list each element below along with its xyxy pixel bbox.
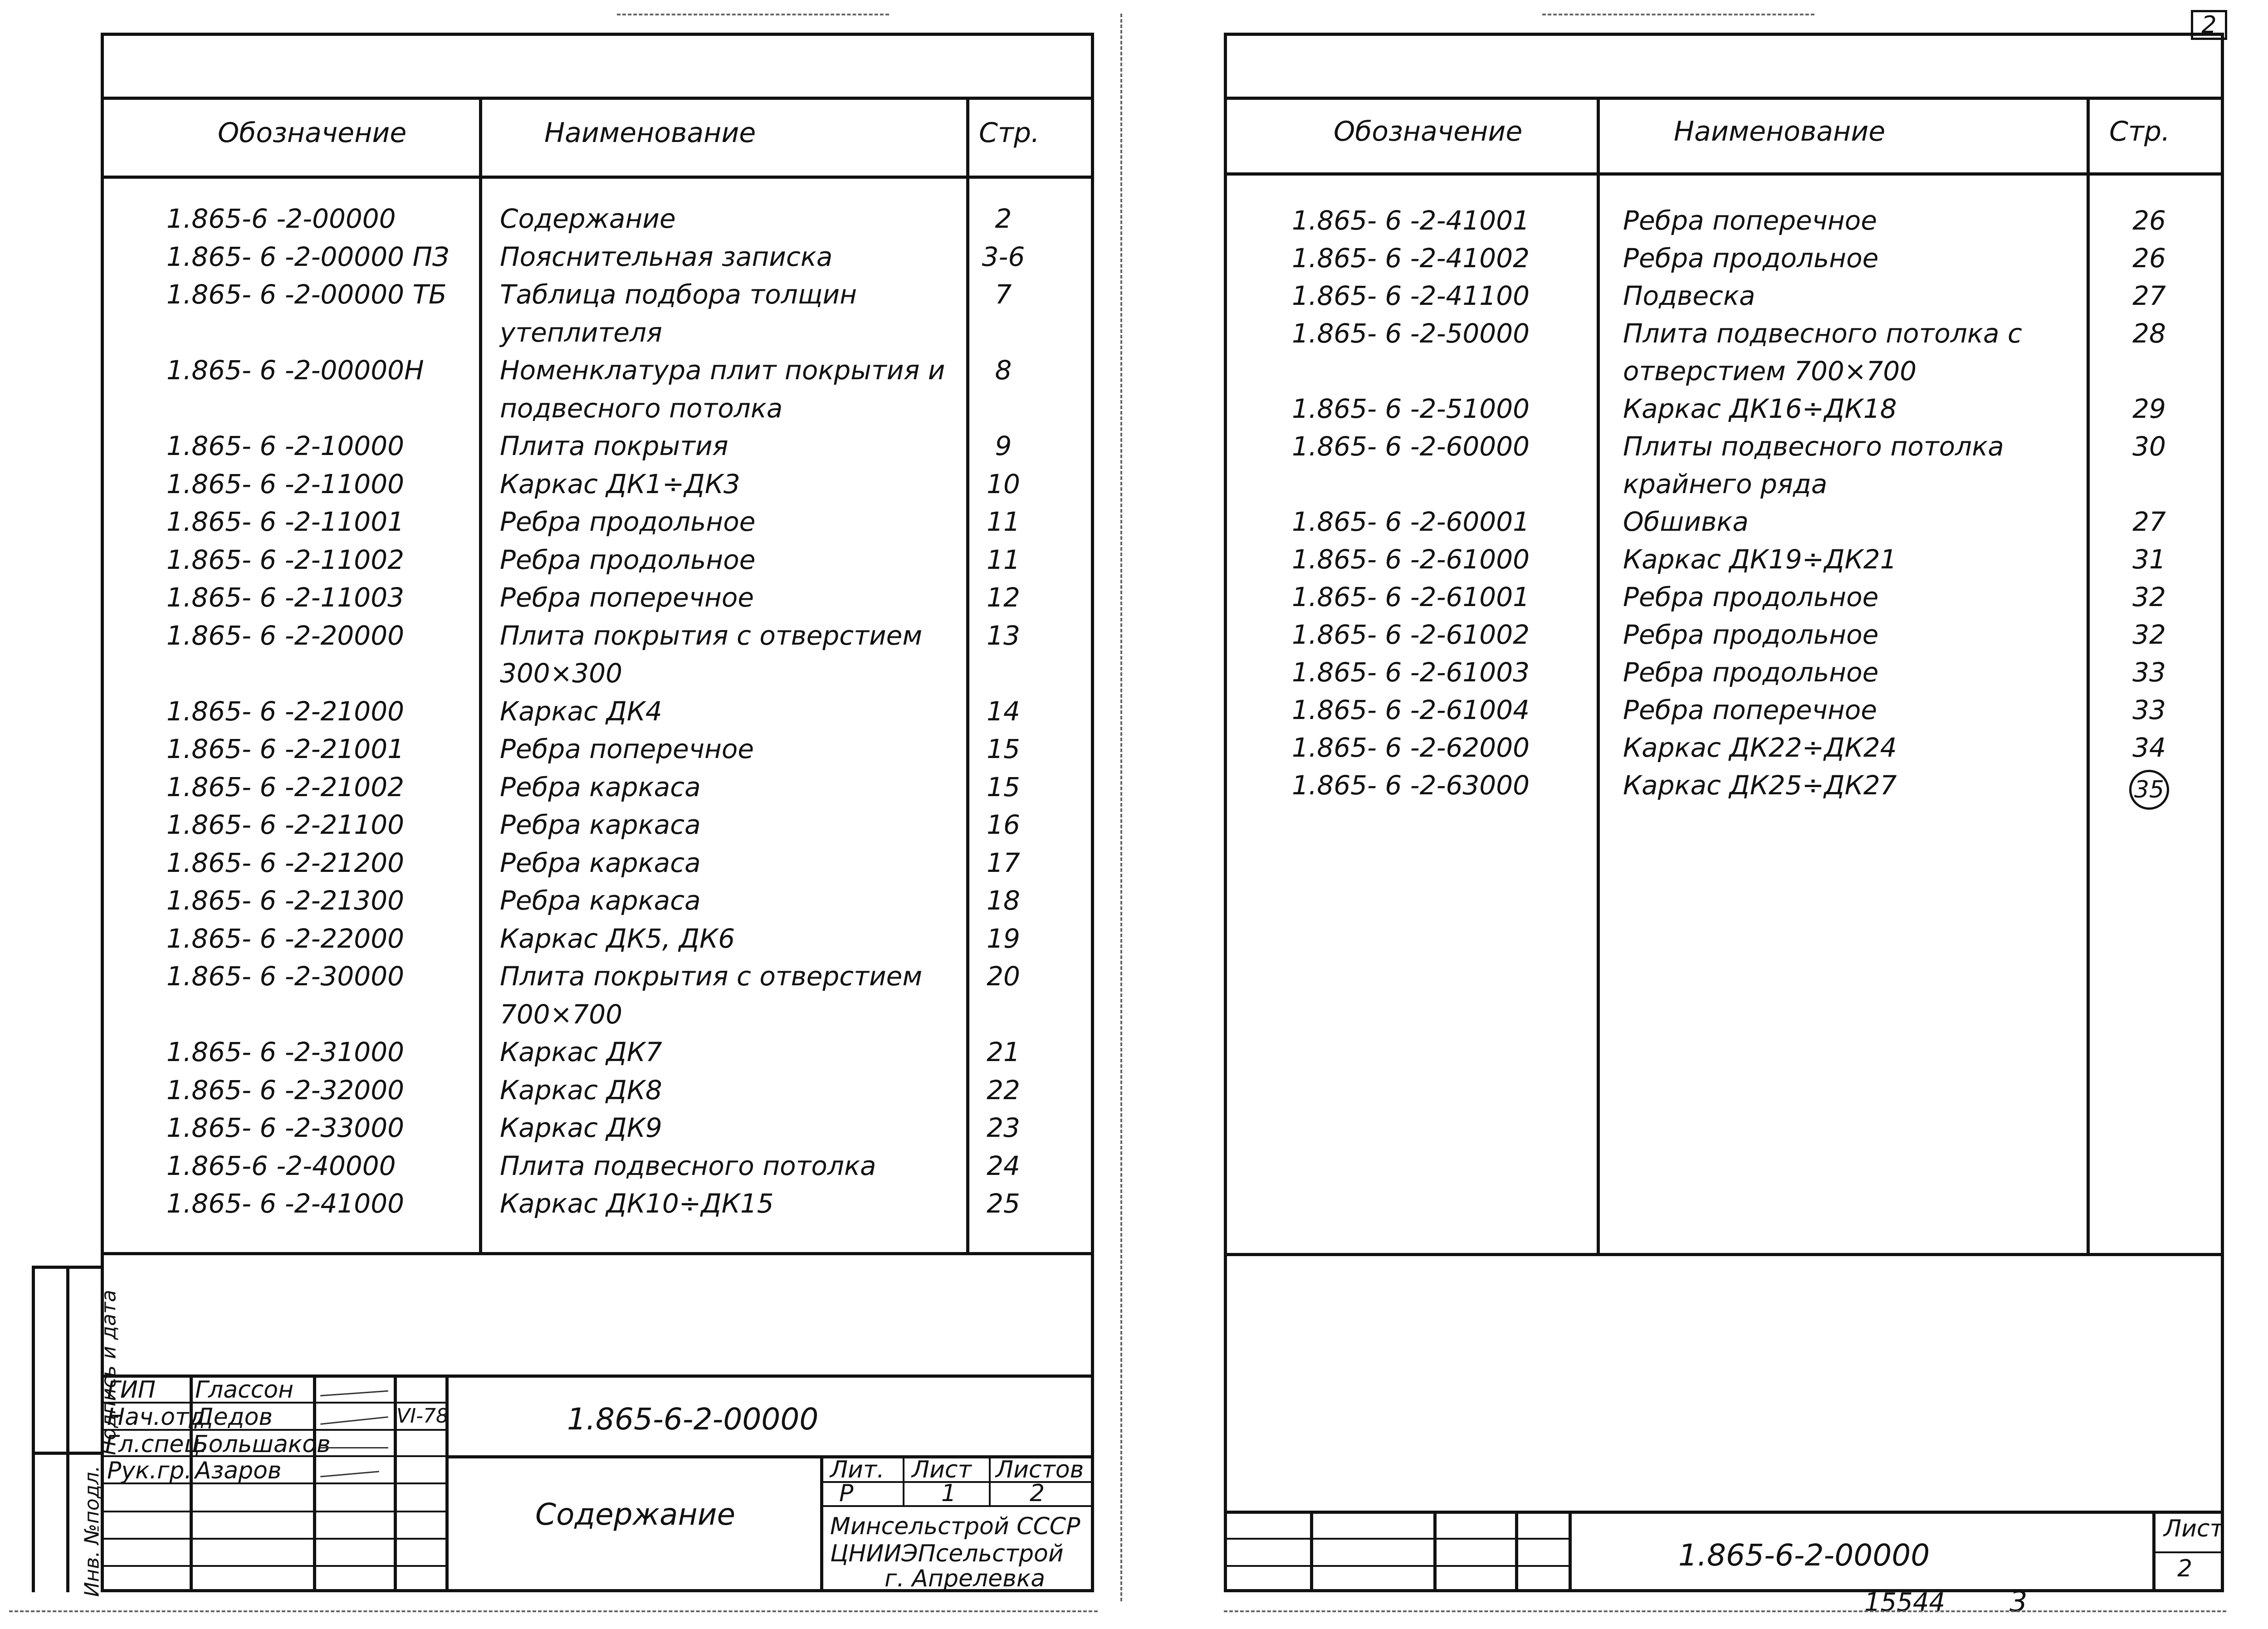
row-designation: 1.865- 6 -2-41001 [1292, 205, 1530, 236]
row-name-line2: утеплителя [500, 317, 662, 348]
row-page: 27 [2132, 280, 2166, 311]
right-corner-number: 2 [2191, 10, 2227, 40]
row-page: 17 [987, 847, 1020, 878]
row-designation: 1.865- 6 -2-11003 [166, 582, 405, 613]
row-designation: 1.865- 6 -2-50000 [1292, 318, 1530, 349]
rtb-top [1224, 1511, 2224, 1514]
tb-v-7 [989, 1455, 991, 1505]
table-row [1224, 619, 2224, 657]
tb-role-4: Рук.гр. [107, 1457, 192, 1484]
row-designation: 1.865- 6 -2-33000 [166, 1112, 405, 1143]
tb-sheets-label: Листов [996, 1456, 1084, 1483]
table-row [1224, 318, 2224, 356]
right-header-bottom [1224, 172, 2224, 176]
table-row-continuation [101, 393, 1094, 431]
row-name: Ребра каркаса [500, 885, 701, 916]
row-designation: 1.865- 6 -2-21000 [166, 695, 405, 727]
left-header-bottom [101, 176, 1094, 179]
rtb-v-2 [1433, 1511, 1437, 1592]
table-row [101, 620, 1094, 658]
top-dash-1 [617, 14, 889, 15]
table-row [101, 961, 1094, 999]
bottom-note-1: 15544 [1864, 1588, 1945, 1617]
row-name: Каркас ДК1÷ДК3 [500, 468, 740, 499]
row-designation: 1.865- 6 -2-60001 [1292, 506, 1530, 537]
row-page: 28 [2132, 318, 2166, 349]
row-name-line2: 700×700 [500, 998, 623, 1030]
tb-lit-bottom [820, 1505, 1094, 1507]
tb-date: VI-78 [396, 1404, 449, 1428]
left-stamp-mid [32, 1452, 101, 1455]
row-page: 14 [987, 695, 1020, 727]
table-row [1224, 695, 2224, 733]
row-name: Содержание [500, 203, 676, 234]
tb-v-6 [903, 1455, 904, 1505]
table-row [101, 1112, 1094, 1150]
row-name: Каркас ДК5, ДК6 [500, 923, 735, 954]
tb-doc-code: 1.865-6-2-00000 [567, 1402, 819, 1437]
row-name: Каркас ДК4 [500, 695, 662, 727]
row-page: 9 [995, 430, 1012, 461]
row-name: Ребра продольное [1623, 657, 1879, 688]
row-name: Ребра поперечное [500, 582, 754, 613]
table-row [1224, 243, 2224, 281]
row-page: 15 [987, 734, 1020, 764]
row-designation: 1.865- 6 -2-00000Н [166, 355, 424, 386]
table-row-continuation [1224, 356, 2224, 394]
table-row [101, 809, 1094, 847]
row-name: Каркас ДК19÷ДК21 [1623, 544, 1897, 575]
table-row [101, 772, 1094, 810]
tb-signature-3 [320, 1447, 388, 1448]
row-name: Подвеска [1623, 280, 1755, 311]
tb-row-7 [101, 1565, 445, 1567]
table-row [101, 1188, 1094, 1226]
row-page [2122, 770, 2176, 810]
tb-role-1: ГИП [107, 1376, 156, 1404]
tb-lit-label: Лит. [830, 1456, 885, 1483]
table-row [1224, 393, 2224, 431]
row-name-line2: отверстием 700×700 [1623, 356, 1917, 386]
left-header-top [101, 97, 1094, 100]
row-page: 18 [987, 885, 1020, 916]
row-designation: 1.865- 6 -2-61002 [1292, 619, 1530, 650]
row-page: 24 [987, 1150, 1020, 1181]
row-page: 8 [995, 355, 1012, 386]
row-name: Таблица подбора толщин [500, 279, 857, 310]
row-designation: 1.865- 6 -2-11002 [166, 544, 405, 575]
row-page: 15 [987, 771, 1020, 802]
tb-org-3: г. Апрелевка [885, 1565, 1046, 1592]
row-name: Ребра продольное [1623, 619, 1879, 650]
right-header-page: Стр. [2109, 116, 2170, 147]
row-name: Ребра поперечное [500, 734, 754, 764]
left-table-bottom [101, 1252, 1094, 1255]
tb-person-3: Большаков [192, 1431, 331, 1458]
row-name: Ребра поперечное [1623, 205, 1877, 236]
row-page: 21 [987, 1037, 1020, 1067]
center-dash [1120, 14, 1122, 1601]
tb-row-5 [101, 1511, 445, 1512]
row-name: Плита покрытия с отверстием [500, 620, 923, 651]
row-page: 13 [987, 620, 1020, 651]
right-header-designation: Обозначение [1334, 116, 1523, 147]
rtb-sheet-value: 2 [2177, 1555, 2193, 1582]
table-row-continuation [101, 999, 1094, 1037]
row-name: Пояснительная записка [500, 241, 833, 272]
row-name: Ребра продольное [500, 506, 756, 537]
left-stamp-top [32, 1266, 101, 1269]
row-name: Каркас ДК7 [500, 1037, 662, 1067]
table-row [101, 506, 1094, 544]
rtb-sheet-label: Лист [2164, 1515, 2224, 1542]
bottom-note-2: 3 [2009, 1585, 2028, 1618]
table-row [101, 734, 1094, 772]
row-page: 25 [987, 1188, 1020, 1219]
table-row-continuation [101, 317, 1094, 355]
row-page: 33 [2132, 657, 2166, 688]
tb-person-4: Азаров [195, 1457, 282, 1484]
row-designation: 1.865- 6 -2-32000 [166, 1074, 405, 1106]
row-name-line2: 300×300 [500, 658, 623, 689]
row-page: 12 [987, 582, 1020, 613]
table-row [101, 203, 1094, 241]
row-name: Ребра продольное [500, 544, 756, 575]
tb-role-3: Гл.спец. [105, 1431, 208, 1458]
tb-row-6 [101, 1538, 445, 1540]
row-page: 32 [2132, 582, 2166, 612]
table-row [1224, 205, 2224, 243]
bottom-dash-left [9, 1610, 1098, 1612]
right-header-name: Наименование [1674, 116, 1886, 147]
rtb-v-1 [1310, 1511, 1313, 1592]
tb-doc-title: Содержание [535, 1497, 736, 1532]
row-designation: 1.865- 6 -2-21200 [166, 847, 405, 878]
table-row [101, 469, 1094, 507]
row-page: 7 [995, 279, 1012, 310]
table-row [101, 582, 1094, 620]
right-header-top [1224, 97, 2224, 100]
row-name: Обшивка [1623, 506, 1749, 537]
rtb-sheet-divider [2152, 1551, 2224, 1553]
table-row [101, 279, 1094, 317]
table-row [1224, 280, 2224, 318]
row-designation: 1.865- 6 -2-00000 ТБ [166, 279, 447, 310]
table-row [1224, 657, 2224, 695]
row-page: 23 [987, 1112, 1020, 1143]
row-designation: 1.865- 6 -2-11001 [166, 506, 405, 537]
table-row [1224, 770, 2224, 808]
row-page: 30 [2132, 431, 2166, 462]
table-row-continuation [1224, 469, 2224, 507]
row-name: Каркас ДК8 [500, 1074, 662, 1106]
row-designation: 1.865- 6 -2-60000 [1292, 431, 1530, 462]
table-row [1224, 582, 2224, 620]
table-row [101, 1075, 1094, 1113]
left-stamp-line-1 [32, 1266, 35, 1592]
row-page: 34 [2132, 732, 2166, 763]
tb-sheet-value: 1 [941, 1480, 957, 1507]
row-name: Плита покрытия с отверстием [500, 961, 923, 992]
row-designation: 1.865-6 -2-00000 [166, 203, 396, 234]
row-designation: 1.865- 6 -2-61004 [1292, 695, 1530, 725]
row-name: Ребра продольное [1623, 243, 1879, 274]
tb-org-2: ЦНИИЭПсельстрой [830, 1540, 1064, 1567]
table-row [101, 544, 1094, 582]
row-page: 32 [2132, 619, 2166, 650]
tb-person-1: Глассон [195, 1376, 294, 1404]
row-designation: 1.865- 6 -2-63000 [1292, 770, 1530, 801]
row-page: 10 [987, 468, 1020, 499]
tb-org-1: Минсельстрой СССР [830, 1513, 1080, 1540]
row-designation: 1.865- 6 -2-21001 [166, 734, 405, 764]
row-name: Ребра каркаса [500, 771, 701, 802]
row-page: 26 [2132, 243, 2166, 274]
top-dash-2 [1542, 14, 1814, 15]
row-page: 22 [987, 1074, 1020, 1106]
row-designation: 1.865- 6 -2-10000 [166, 430, 405, 461]
row-designation: 1.865- 6 -2-41000 [166, 1188, 405, 1219]
row-page: 3-6 [982, 241, 1025, 272]
row-name: Каркас ДК10÷ДК15 [500, 1188, 774, 1219]
row-page: 20 [987, 961, 1020, 992]
row-page: 19 [987, 923, 1020, 954]
row-designation: 1.865- 6 -2-11000 [166, 468, 405, 499]
table-row [101, 430, 1094, 469]
left-stamp-line-2 [66, 1266, 69, 1592]
tb-sheet-label: Лист [912, 1456, 972, 1483]
tb-person-2: Дедов [195, 1404, 273, 1431]
row-designation: 1.865- 6 -2-22000 [166, 923, 405, 954]
rtb-doc-code: 1.865-6-2-00000 [1678, 1538, 1930, 1573]
row-name: Плита подвесного потолка с [1623, 318, 2022, 349]
row-page: 27 [2132, 506, 2166, 537]
left-header-page: Стр. [979, 117, 1040, 149]
row-name: Каркас ДК25÷ДК27 [1623, 770, 1897, 801]
table-row [1224, 732, 2224, 770]
row-page: 11 [987, 544, 1020, 575]
row-name: Каркас ДК16÷ДК18 [1623, 393, 1897, 424]
table-row [101, 696, 1094, 734]
row-designation: 1.865- 6 -2-41002 [1292, 243, 1530, 274]
row-designation: 1.865- 6 -2-31000 [166, 1037, 405, 1067]
table-row [101, 1150, 1094, 1189]
table-row [101, 241, 1094, 279]
row-page: 11 [987, 506, 1020, 537]
row-name: Ребра поперечное [1623, 695, 1877, 725]
table-row [101, 355, 1094, 393]
row-designation: 1.865- 6 -2-00000 ПЗ [166, 241, 450, 272]
row-designation: 1.865- 6 -2-21100 [166, 809, 405, 840]
row-page: 33 [2132, 695, 2166, 725]
row-page-circled: 35 [2129, 770, 2169, 810]
table-row [1224, 544, 2224, 582]
table-row [101, 923, 1094, 961]
left-header-name: Наименование [544, 117, 756, 149]
row-page: 2 [995, 203, 1012, 234]
row-name: Плиты подвесного потолка [1623, 431, 2004, 462]
table-row [101, 1037, 1094, 1075]
row-page: 31 [2132, 544, 2166, 575]
row-designation: 1.865- 6 -2-61003 [1292, 657, 1530, 688]
row-designation: 1.865- 6 -2-21300 [166, 885, 405, 916]
row-name: Ребра каркаса [500, 809, 701, 840]
row-designation: 1.865- 6 -2-30000 [166, 961, 405, 992]
row-designation: 1.865- 6 -2-51000 [1292, 393, 1530, 424]
left-header-designation: Обозначение [218, 117, 407, 149]
tb-lit-value: Р [839, 1480, 854, 1507]
table-row [101, 885, 1094, 923]
row-page: 26 [2132, 205, 2166, 236]
tb-v-5 [820, 1455, 823, 1592]
right-table-bottom [1224, 1253, 2224, 1256]
row-page: 16 [987, 809, 1020, 840]
tb-sheets-value: 2 [1030, 1480, 1045, 1507]
tb-role-2: Нач.отд [107, 1404, 205, 1431]
rtb-v-3 [1515, 1511, 1518, 1592]
row-name: Плита подвесного потолка [500, 1150, 876, 1181]
row-name-line2: крайнего ряда [1623, 469, 1828, 499]
row-name: Ребра продольное [1623, 582, 1879, 612]
row-designation: 1.865- 6 -2-61000 [1292, 544, 1530, 575]
row-designation: 1.865- 6 -2-62000 [1292, 732, 1530, 763]
row-name: Каркас ДК22÷ДК24 [1623, 732, 1897, 763]
row-name: Плита покрытия [500, 430, 728, 461]
row-page: 29 [2132, 393, 2166, 424]
row-name: Номенклатура плит покрытия и [500, 355, 945, 386]
row-designation: 1.865- 6 -2-61001 [1292, 582, 1530, 612]
row-designation: 1.865- 6 -2-41100 [1292, 280, 1530, 311]
table-row-continuation [101, 658, 1094, 696]
side-stamp-date: Подпись и дата [97, 1290, 121, 1455]
rtb-v-4 [1569, 1511, 1572, 1592]
side-stamp-inv: Инв. №подл. [80, 1465, 104, 1597]
row-name: Каркас ДК9 [500, 1112, 662, 1143]
row-designation: 1.865- 6 -2-20000 [166, 620, 405, 651]
row-designation: 1.865- 6 -2-21002 [166, 771, 405, 802]
table-row [1224, 431, 2224, 469]
row-name: Ребра каркаса [500, 847, 701, 878]
table-row [101, 847, 1094, 885]
table-row [1224, 506, 2224, 544]
row-name-line2: подвесного потолка [500, 392, 783, 424]
bottom-dash-right [1224, 1610, 2226, 1612]
row-designation: 1.865-6 -2-40000 [166, 1150, 396, 1181]
